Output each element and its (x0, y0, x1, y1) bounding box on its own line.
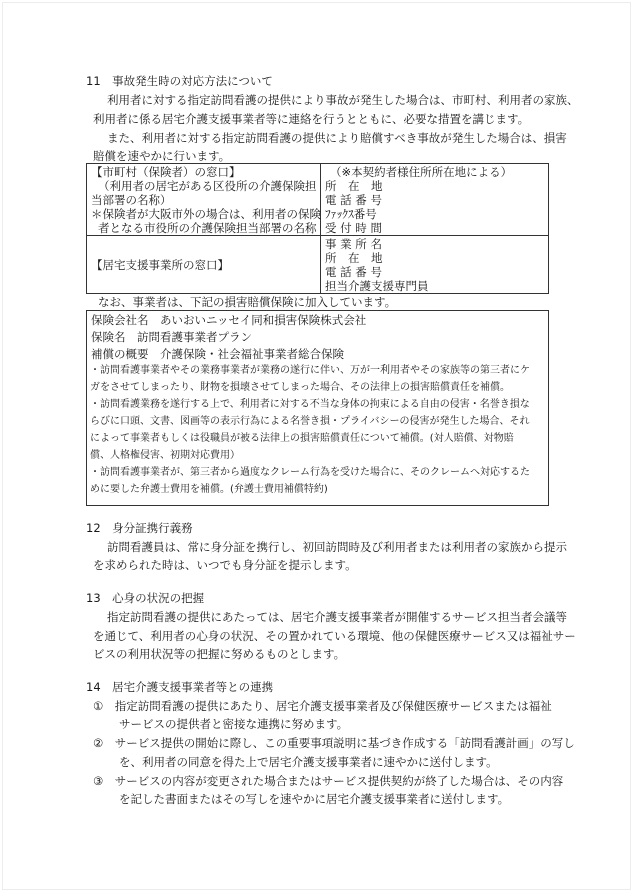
section-11-text: 賠償を速やかに行います。 (93, 149, 231, 163)
field-fax: ﾌｧｯｸｽ番号 (325, 207, 377, 221)
insurance-summary: 補償の概要 介護保険・社会福祉事業者総合保険 (91, 347, 344, 361)
insurance-bullet: らびに口頭、文書、図画等の表示行為による名誉き損・プライバシーの侵害が発生した場合、それ (90, 416, 530, 427)
section-11-text: また、利用者に対する指定訪問看護の提供により賠償すべき事故が発生した場合は、損害 (107, 131, 567, 145)
field-care-manager: 担当介護支援専門員 (325, 279, 429, 293)
municipal-window-label: 【市町村（保険者）の窓口】 (91, 165, 241, 179)
section-14-item: サービスの提供者と密接な連携に努めます。 (119, 717, 349, 731)
section-12-text: 訪問看護員は、常に身分証を携行し、初回訪問時及び利用者または利用者の家族から提示 (107, 540, 567, 554)
field-phone: 電 話 番 号 (325, 193, 382, 207)
insurance-company: 保険会社名 あいおいニッセイ同和損害保険株式会社 (91, 313, 367, 327)
section-13-text: ビスの利用状況等の把握に努めるものとします。 (93, 647, 346, 661)
section-14-item: ① 指定訪問看護の提供にあたり、居宅介護支援事業者及び保健医療サービスまたは福祉 (93, 699, 552, 713)
section-13-text: を通じて、利用者の心身の状況、その置かれている環境、他の保健医療サービス又は福祉サー (93, 629, 576, 643)
insurance-bullet: ・訪問看護業務を遂行する上で、利用者に対する不当な身体の拘束による自由の侵害・名誉き損な (90, 399, 530, 410)
section-14-item: ③ サービスの内容が変更された場合またはサービス提供契約が終了した場合は、その内容 (93, 774, 564, 788)
section-11-text: 利用者に係る居宅介護支援事業者等に連絡を行うとともに、必要な措置を講じます。 (93, 112, 530, 126)
municipal-window-note: ＊保険者が大阪市外の場合は、利用者の保険 (91, 207, 321, 221)
municipal-window-note: 者となる市役所の介護保険担当部署の名称 (98, 221, 317, 235)
insurance-bullet: ガをさせてしまったり、財物を損壊させてしまった場合、その法律上の損害賠償責任を補償。 (90, 382, 510, 393)
insurance-bullet: によって事業者もしくは役職員が被る法律上の損害賠償責任について補償。(対人賠償、対物賠 (90, 433, 514, 444)
field-address: 所 在 地 (325, 251, 383, 265)
field-hours: 受 付 時 間 (325, 221, 382, 235)
section-11-heading: 11 事故発生時の対応方法について (86, 74, 273, 88)
contract-address-note: （※本契約者様住所所在地による） (330, 165, 513, 179)
field-phone: 電 話 番 号 (325, 265, 382, 279)
section-14-heading: 14 居宅介護支援事業者等との連携 (86, 680, 274, 694)
table-divider (86, 235, 548, 236)
table-divider (320, 163, 321, 293)
insurance-bullet: ・訪問看護事業者が、第三者から過度なクレーム行為を受けた場合に、そのクレームへ対応するた (90, 467, 530, 478)
section-14-item: ② サービス提供の開始に際し、この重要事項説明に基づき作成する「訪問看護計画」の写し (93, 736, 575, 750)
municipal-window-note: （利用者の居宅がある区役所の介護保険担 (98, 179, 317, 193)
insurance-intro: なお、事業者は、下記の損害賠償保険に加入しています。 (98, 295, 397, 309)
field-office-name: 事 業 所 名 (325, 237, 382, 251)
insurance-bullet: 償、人格権侵害、初期対応費用） (90, 450, 240, 461)
section-11-text: 利用者に対する指定訪問看護の提供により事故が発生した場合は、市町村、利用者の家族、 (107, 93, 579, 107)
section-14-item: を、利用者の同意を得た上で居宅介護支援事業者に速やかに送付します。 (119, 755, 498, 769)
insurance-bullet: めに要した弁護士費用を補償。(弁護士費用補償特約) (90, 484, 328, 495)
field-address: 所 在 地 (325, 179, 383, 193)
insurance-bullet: ・訪問看護事業者やその業務事業者が業務の遂行に伴い、万が一利用者やその家族等の第三者にケ (90, 365, 530, 376)
section-12-text: を求められた時は、いつでも身分証を提示します。 (93, 558, 357, 572)
section-14-item: を記した書面またはその写しを速やかに居宅介護支援事業者に送付します。 (119, 792, 510, 806)
section-12-heading: 12 身分証携行義務 (86, 521, 193, 535)
section-13-heading: 13 心身の状況の把握 (86, 591, 205, 605)
municipal-window-note: 当部署の名称） (91, 193, 172, 207)
section-13-text: 指定訪問看護の提供にあたっては、居宅介護支援事業者が開催するサービス担当者会議等 (107, 610, 567, 624)
insurance-plan: 保険名 訪問看護事業者プラン (91, 330, 252, 344)
care-office-window-label: 【居宅支援事業所の窓口】 (91, 258, 229, 272)
